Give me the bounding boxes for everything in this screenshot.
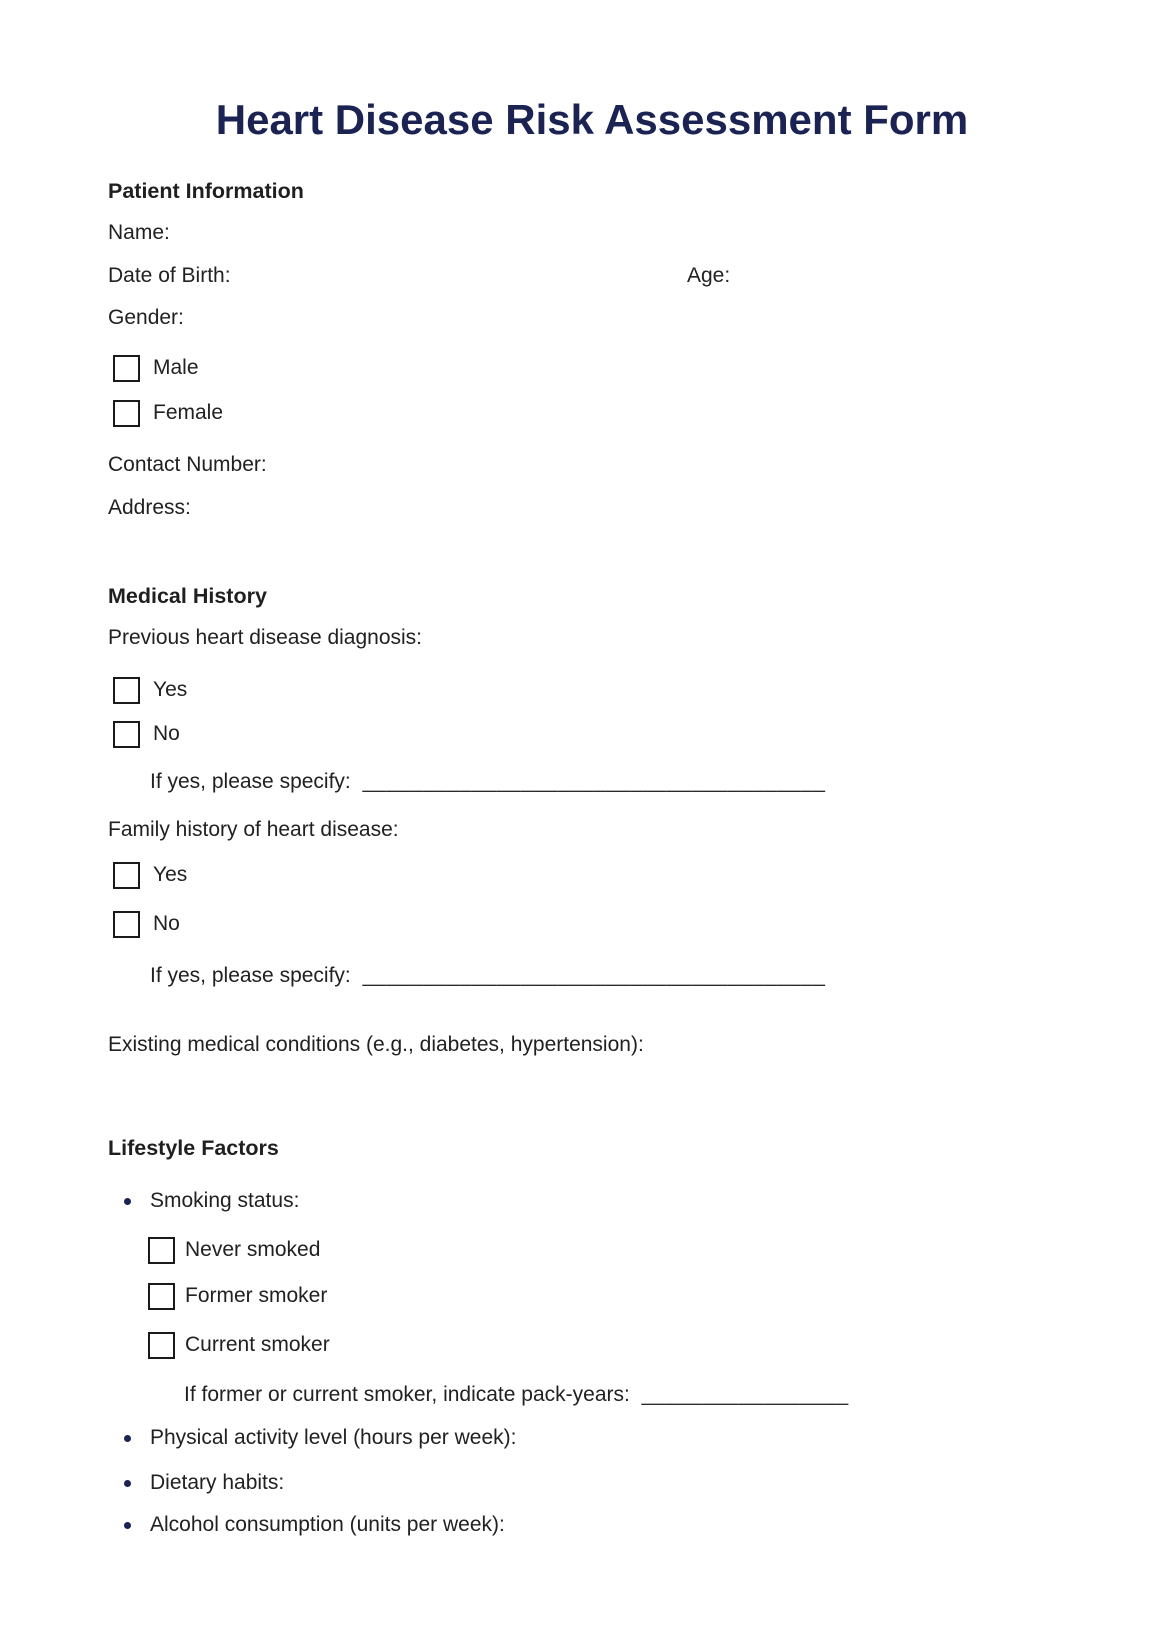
section-heading-lifestyle-factors: Lifestyle Factors	[108, 1136, 279, 1160]
pack-years-blank[interactable]: _________________	[641, 1383, 849, 1406]
previous-diagnosis-specify-label: If yes, please specify:	[150, 770, 351, 793]
dietary-habits-label: Dietary habits:	[150, 1471, 285, 1494]
smoking-option-current[interactable]	[108, 1331, 1076, 1359]
never-smoked-label: Never smoked	[185, 1238, 321, 1261]
previous-diagnosis-yes-label: Yes	[153, 678, 188, 701]
never-smoked-checkbox[interactable]	[148, 1237, 175, 1264]
family-history-no-checkbox[interactable]	[113, 911, 140, 938]
smoking-option-former[interactable]	[108, 1282, 1076, 1310]
dietary-habits-bullet	[108, 1470, 1076, 1496]
female-checkbox-label: Female	[153, 401, 224, 424]
family-history-no-label: No	[153, 912, 180, 935]
page-title: Heart Disease Risk Assessment Form	[215, 96, 969, 143]
section-heading-patient-information: Patient Information	[108, 179, 304, 203]
smoking-status-bullet	[108, 1188, 1076, 1214]
gender-option-female[interactable]	[108, 399, 1076, 427]
current-smoker-label: Current smoker	[185, 1333, 330, 1356]
contact-number-field-label: Contact Number:	[108, 453, 267, 476]
family-history-yes-checkbox[interactable]	[113, 862, 140, 889]
previous-diagnosis-option-no[interactable]	[108, 720, 1076, 748]
previous-diagnosis-no-checkbox[interactable]	[113, 721, 140, 748]
age-field-label: Age:	[687, 264, 731, 287]
smoking-option-never[interactable]	[108, 1236, 1076, 1264]
section-heading-medical-history: Medical History	[108, 584, 267, 608]
previous-diagnosis-label: Previous heart disease diagnosis:	[108, 626, 423, 649]
female-checkbox[interactable]	[113, 400, 140, 427]
smoking-status-label: Smoking status:	[150, 1189, 300, 1212]
previous-diagnosis-specify-blank[interactable]: ______________________________________	[362, 770, 826, 793]
previous-diagnosis-yes-checkbox[interactable]	[113, 677, 140, 704]
physical-activity-label: Physical activity level (hours per week):	[150, 1426, 517, 1449]
family-history-label: Family history of heart disease:	[108, 818, 399, 841]
bullet-icon	[124, 1480, 131, 1487]
alcohol-consumption-label: Alcohol consumption (units per week):	[150, 1513, 505, 1536]
male-checkbox-label: Male	[153, 356, 199, 379]
gender-option-male[interactable]	[108, 354, 1076, 382]
bullet-icon	[124, 1435, 131, 1442]
previous-diagnosis-option-yes[interactable]	[108, 676, 1076, 704]
male-checkbox[interactable]	[113, 355, 140, 382]
pack-years-label: If former or current smoker, indicate pack-years:	[184, 1383, 630, 1406]
address-field-label: Address:	[108, 496, 191, 519]
current-smoker-checkbox[interactable]	[148, 1332, 175, 1359]
previous-diagnosis-specify-row	[108, 769, 1076, 795]
former-smoker-label: Former smoker	[185, 1284, 328, 1307]
family-history-specify-blank[interactable]: ______________________________________	[362, 964, 826, 987]
pack-years-row	[108, 1382, 1076, 1408]
bullet-icon	[124, 1522, 131, 1529]
previous-diagnosis-no-label: No	[153, 722, 180, 745]
family-history-yes-label: Yes	[153, 863, 188, 886]
family-history-option-no[interactable]	[108, 910, 1076, 938]
family-history-option-yes[interactable]	[108, 861, 1076, 889]
bullet-icon	[124, 1198, 131, 1205]
physical-activity-bullet	[108, 1425, 1076, 1451]
dob-field-label: Date of Birth:	[108, 264, 231, 287]
existing-conditions-label: Existing medical conditions (e.g., diabetes, hypertension):	[108, 1033, 644, 1056]
alcohol-consumption-bullet	[108, 1512, 1076, 1538]
dob-age-row	[108, 263, 1076, 289]
family-history-specify-label: If yes, please specify:	[150, 964, 351, 987]
former-smoker-checkbox[interactable]	[148, 1283, 175, 1310]
gender-field-label: Gender:	[108, 306, 184, 329]
name-field-label: Name:	[108, 221, 170, 244]
family-history-specify-row	[108, 963, 1076, 989]
